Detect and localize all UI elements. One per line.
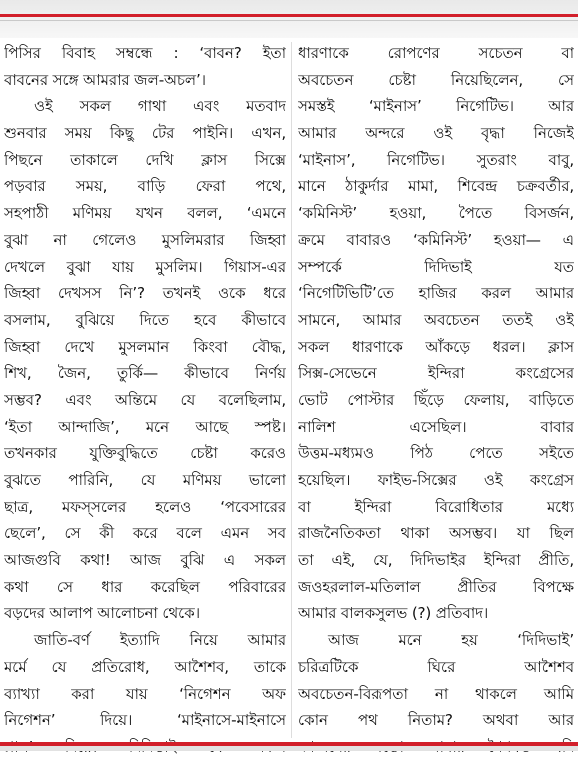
text-line: ‘কমিনিস্ট’ হওয়া, পৈতে বিসর্জন, — [298, 204, 574, 223]
text-line: ছাত্র, মফস্সলের হলেও ‘পবেসারের — [4, 497, 286, 516]
header-band — [0, 0, 578, 38]
text-line: জিহ্বা দেখে মুসলমান কিংবা বৌদ্ধ, — [4, 337, 286, 356]
text-line: নালিশ এসেছিল। বাবার — [298, 417, 574, 436]
text-line: কথা সে ধার করেছিল পরিবারের — [4, 577, 286, 596]
text-line: ধারণাকে রোপণের সচেতন বা — [298, 44, 574, 62]
text-line: উত্তম-মধ্যমও পিঠ পেতে সইতে — [298, 444, 574, 463]
text-line: সম্পর্কে দিদিভাই যত — [298, 257, 574, 276]
header-thin-rule — [0, 20, 578, 21]
text-line: বা ইন্দিরা বিরোধিতার মধ্যে — [298, 497, 574, 516]
text-line: সিক্স-সেভেনে ইন্দিরা কংগ্রেসের — [298, 364, 574, 383]
text-line: আমার বালকসুলভ (?) প্রতিবাদ। — [298, 604, 489, 623]
text-line: মানে ঠাকুর্দার মামা, শিবেন্দ্র চক্রবর্তীর, — [298, 177, 574, 196]
text-line: সহপাঠী মণিময় যখন বলল, ‘এমনে — [4, 204, 286, 223]
text-line: অবচেতন-বিরূপতা না থাকলে আমি — [298, 684, 574, 703]
text-line: কোন পথ নিতাম? অথবা আর — [298, 711, 574, 730]
text-line: সকল ধারণাকে আঁকড়ে ধরল। ক্লাস — [298, 337, 574, 356]
text-line: ‘ইতা আন্দাজি’, মনে আছে স্পষ্ট। — [4, 417, 286, 436]
column-gutter — [291, 42, 292, 738]
text-line: তা এই, যে, দিদিভাইর ইন্দিরা প্রীতি, — [298, 551, 574, 570]
text-line: সামনে, আমার অবচেতন ততই ওই — [298, 310, 574, 329]
text-line: দেখলে বুঝা যায় মুসলিম। গিয়াস-এর — [4, 257, 286, 276]
text-line: ‘নিগেটিভিটি’তে হাজির করল আমার — [298, 284, 574, 303]
text-line: জওহরলাল-মতিলাল প্রীতির বিপক্ষে — [298, 577, 574, 596]
text-line: নিগেশন’ দিয়ে। ‘মাইনাসে-মাইনাসে — [4, 711, 286, 730]
text-line: ভোট পোস্টার ছিঁড়ে ফেলায়, বাড়িতে — [298, 390, 574, 409]
text-line: হয়েছিল। ফাইভ-সিক্সের ওই কংগ্রেস — [298, 471, 574, 489]
text-line: জাতি-বর্ণ ইত্যাদি নিয়ে আমার — [34, 631, 286, 650]
header-red-rule — [0, 14, 578, 17]
left-text-column — [4, 40, 286, 740]
text-line: শুনবার সময় কিছু টের পাইনি। এখন, — [4, 124, 286, 143]
text-line: বসলাম, বুঝিয়ে দিতে হবে কীভাবে — [4, 310, 286, 329]
right-text-column — [298, 40, 574, 740]
text-line: পড়বার সময়, বাড়ি ফেরা পথে, — [4, 177, 286, 196]
text-line: ছেলে’, সে কী করে বলে এমন সব — [4, 524, 286, 543]
text-line: জিহ্বা দেখসস নি’? তখনই ওকে ধরে — [4, 284, 286, 303]
text-line: ওই সকল গাথা এবং মতবাদ — [34, 97, 286, 116]
text-line: পিছনে তাকালে দেখি ক্লাস সিক্সে — [4, 150, 286, 169]
text-line: সম্ভব? এবং অন্তিমে যে বলেছিলাম, — [4, 390, 286, 409]
text-line: অবচেতন চেষ্টা নিয়েছিলেন, সে — [298, 70, 574, 89]
text-line: ‘মাইনাস’, নিগেটিভ। সুতরাং বাবু, — [298, 150, 574, 169]
text-line: মর্মে যে প্রতিরোধ, আশৈশব, তাকে — [4, 657, 286, 676]
text-line: চরিত্রটিকে ঘিরে আশৈশব — [298, 657, 574, 676]
text-line: আমার অন্দরে ওই বৃদ্ধা নিজেই — [298, 124, 574, 143]
text-line: আজগুবি কথা! আজ বুঝি এ সকল — [4, 551, 286, 570]
text-line: ব্যাখ্যা করা যায় ‘নিগেশন অফ — [4, 684, 286, 703]
footer-band — [0, 746, 578, 751]
text-line: ক্রমে বাবারও ‘কমিনিস্ট’ হওয়া— এ — [298, 230, 574, 249]
text-line: বুঝা না গেলেও মুসলিমরার জিহ্বা — [4, 230, 286, 249]
text-line: তখনকার যুক্তিবুদ্ধিতে চেষ্টা করেও — [4, 444, 286, 463]
text-line: আজ মনে হয় ‘দিদিভাই’ — [328, 631, 574, 650]
text-line: পিসির বিবাহ সম্বন্ধে : ‘বাবন? ইতা — [4, 44, 286, 62]
text-line: রাজনৈতিকতা থাকা অসম্ভব। যা ছিল — [298, 524, 574, 543]
text-line: বড়দের আলাপ আলোচনা থেকে। — [4, 604, 200, 623]
text-line: বাবনের সঙ্গে আমরার জল-অচল’। — [4, 70, 206, 89]
text-line: সমস্তই ‘মাইনাস’ নিগেটিভ। আর — [298, 97, 574, 116]
text-line: শিখ, জৈন, তুর্কি— কীভাবে নির্ণয় — [4, 364, 286, 383]
text-line: বুঝতে পারিনি, যে মণিময় ভালো — [4, 471, 286, 489]
